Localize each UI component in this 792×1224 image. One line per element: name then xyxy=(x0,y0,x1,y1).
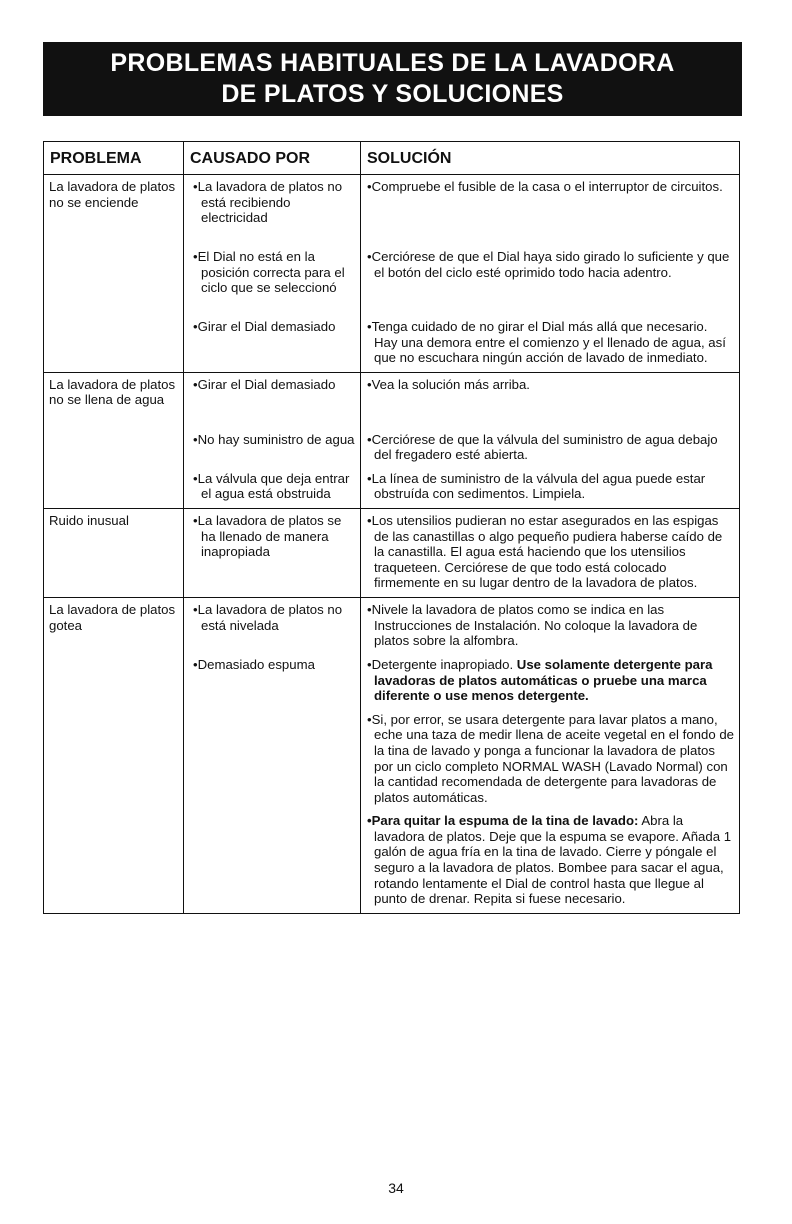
solution-item: •Los utensilios pudieran no estar asegurados en las espigas de las canastillas o algo pequeño pudiera haberse caído de la canastilla. El agua está haciendo que los utensilios traqueteen. Cerciórese de que todo está colocado firmemente en su lugar dentro de la lavadora de platos. xyxy=(367,512,723,591)
cause-item: •La válvula que deja entrar el agua está obstruida xyxy=(193,470,350,502)
title-banner xyxy=(43,42,742,116)
header-solution: SOLUCIÓN xyxy=(361,142,740,175)
solution-cell xyxy=(361,372,740,508)
solution-item: •La línea de suministro de la válvula del agua puede estar obstruída con sedimentos. Limpiela. xyxy=(367,470,706,502)
cause-item: •La lavadora de platos no está recibiendo electricidad xyxy=(193,179,343,226)
title-line-2: DE PLATOS Y SOLUCIONES xyxy=(221,80,564,108)
cause-item: •Girar el Dial demasiado xyxy=(193,376,336,392)
problem-cell: La lavadora de platos no se enciende xyxy=(44,175,184,373)
cause-cell xyxy=(184,597,361,913)
cause-item: •No hay suministro de agua xyxy=(193,431,355,447)
cause-cell xyxy=(184,175,361,373)
solution-item: •Detergente inapropiado. Use solamente detergente para lavadoras de platos automáticas o pruebe una marca diferente o use menos detergente. xyxy=(367,656,713,704)
page-number: 34 xyxy=(388,1180,404,1196)
solution-item: •Nivele la lavadora de platos como se indica en las Instrucciones de Instalación. No coloque la lavadora de platos sobre la alfombra. xyxy=(367,601,698,649)
cause-item: •La lavadora de platos no está nivelada xyxy=(193,601,343,633)
solution-cell xyxy=(361,597,740,913)
solution-item: •Vea la solución más arriba. xyxy=(367,376,530,392)
solution-cell xyxy=(361,508,740,597)
cause-item: •El Dial no está en la posición correcta para el ciclo que se seleccionó xyxy=(193,249,345,296)
table-row xyxy=(44,372,740,508)
solution-item: •Si, por error, se usara detergente para lavar platos a mano, eche una taza de medir llena de aceite vegetal en el fondo de la tina de lavado y ponga a funcionar la lavadora de platos por un ciclo completo NORMAL WASH (Lavado Normal) con la cantidad recomendada de detergente para lavadoras de platos automáticas. xyxy=(367,711,734,805)
solution-item: •Para quitar la espuma de la tina de lavado: Abra la lavadora de platos. Deje que la espuma se evapore. Añada 1 galón de agua fría en la tina de lavado. Cierre y póngale el seguro a la lavadora de platos. Bombee para sacar el agua, rotando lentamente el Dial de control hasta que llegue al punto de drenar. Repita si fuese necesario. xyxy=(367,813,732,907)
solution-cell xyxy=(361,175,740,373)
solution-item: •Tenga cuidado de no girar el Dial más allá que necesario. Hay una demora entre el comienzo y el llenado de agua, así que no escuchara ningún acción de lavado de inmediato. xyxy=(367,319,726,366)
cause-cell xyxy=(184,372,361,508)
cause-item: •La lavadora de platos se ha llenado de manera inapropiada xyxy=(193,512,342,560)
cause-item: •Demasiado espuma xyxy=(193,656,315,672)
table-row xyxy=(44,508,740,597)
solution-item: •Cerciórese de que la válvula del suministro de agua debajo del fregadero esté abierta. xyxy=(367,431,718,463)
cause-cell xyxy=(184,508,361,597)
solution-item: •Compruebe el fusible de la casa o el interruptor de circuitos. xyxy=(367,179,723,194)
title-line-1: PROBLEMAS HABITUALES DE LA LAVADORA xyxy=(110,49,675,77)
cause-item: •Girar el Dial demasiado xyxy=(193,319,336,334)
solution-item: •Cerciórese de que el Dial haya sido girado lo suficiente y que el botón del ciclo esté oprimido todo hacia adentro. xyxy=(367,249,730,280)
problem-cell: Ruido inusual xyxy=(44,508,184,597)
table-row xyxy=(44,175,740,373)
problem-cell: La lavadora de platos no se llena de agua xyxy=(44,372,184,508)
header-cause: CAUSADO POR xyxy=(184,142,361,175)
troubleshooting-table xyxy=(43,141,740,914)
table-row xyxy=(44,597,740,913)
header-problem: PROBLEMA xyxy=(44,142,184,175)
problem-cell: La lavadora de platos gotea xyxy=(44,597,184,913)
table-header-row xyxy=(44,142,740,175)
